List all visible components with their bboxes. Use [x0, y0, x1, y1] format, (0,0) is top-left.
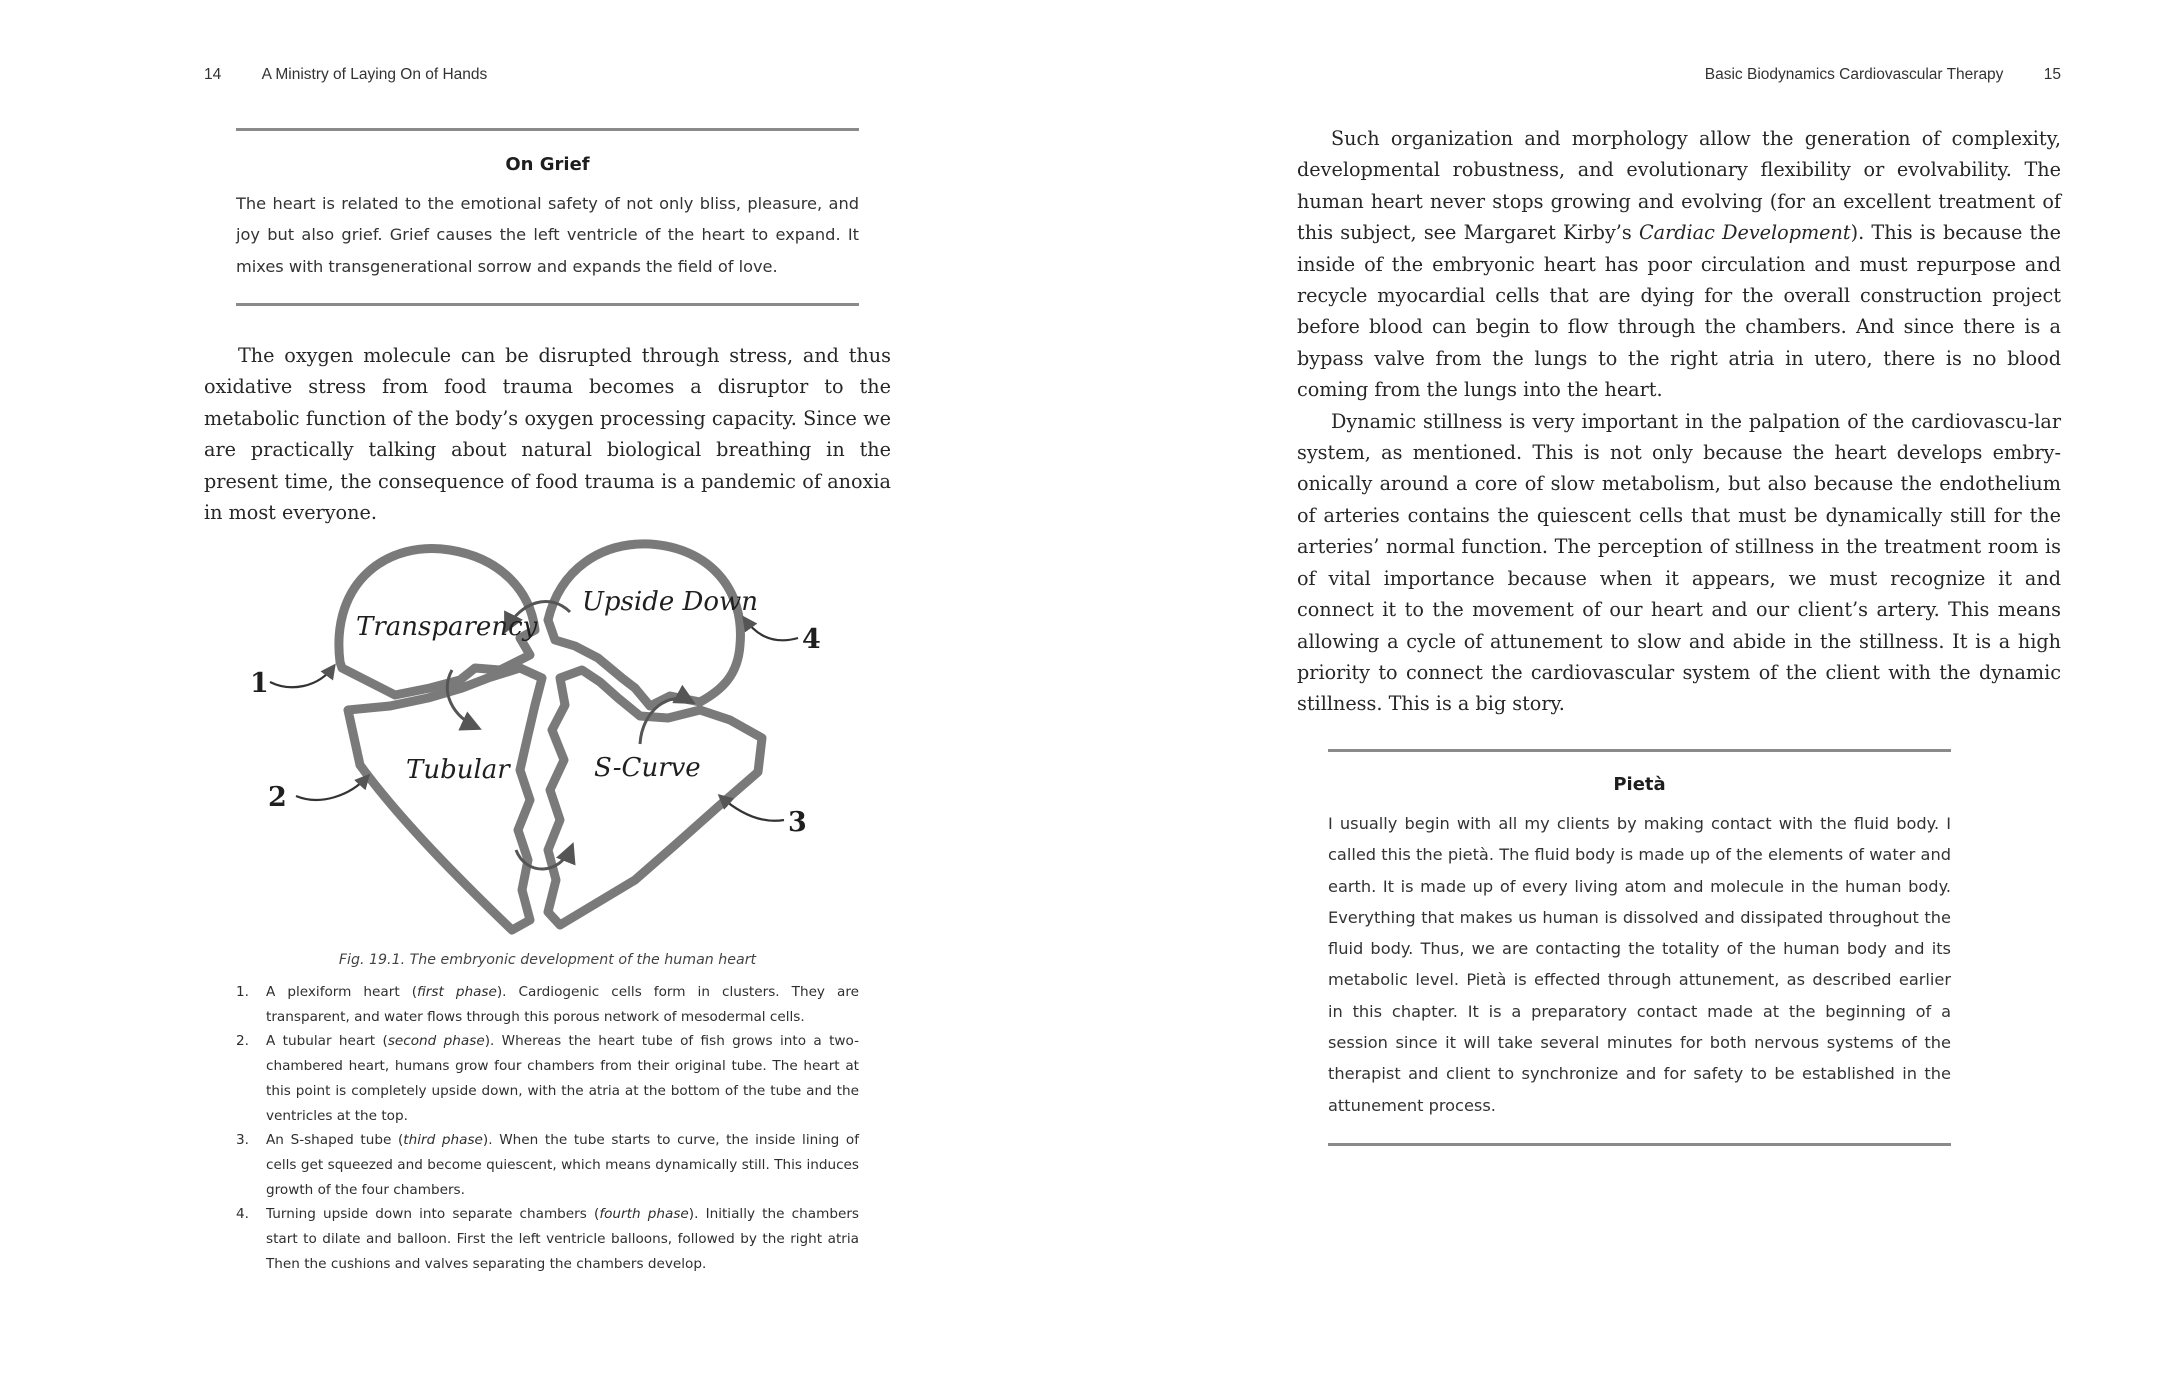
phase-number-1: 1 [250, 668, 269, 699]
figure-caption: Fig. 19.1. The embryonic development of the human heart [338, 952, 757, 968]
phase-number-4: 4 [802, 624, 821, 655]
label-upside-down: Upside Down [582, 587, 759, 617]
phase-number-2: 2 [268, 782, 287, 813]
left-running-header [204, 66, 487, 84]
note-item: 2. A tubular heart (second phase). Whereas the heart tube of fish grows into a two-chambered heart, humans grow four chambers from their original tube. The heart at this point is completely upside down, with the atria at the bottom of the tube and the ventricles at the top. [236, 1033, 859, 1124]
left-running-title: A Ministry of Laying On of Hands [261, 66, 488, 83]
oxygen-paragraph [204, 340, 891, 528]
pieta-bottom-rule [1328, 1143, 1951, 1146]
on-grief-body: The heart is related to the emotional safety of not only bliss, pleasure, and joy but also grief. Grief causes the left ventricle of the heart to expand. It mixes with transgenerational sorrow and expands the field of love. [236, 194, 859, 276]
label-transparency: Transparency [356, 612, 538, 642]
phase-number-3: 3 [788, 807, 807, 838]
right-page-number: 15 [2043, 66, 2061, 83]
organization-paragraph: Such organization and morphology allow the generation of complexity, developmental robustness, and evolutionary flexibility or evolvability. The human heart never stops growing and evolving (for an excellent treatment of this subject, see Margaret Kirby’s Cardiac Development). This is because the inside of the embryonic heart has poor circulation and must repurpose and recycle myocardial cells that are dying for the overall construction project before blood can begin to flow through the chambers. And since there is a bypass valve from the lungs to the right atria in utero, there is no blood coming from the lungs into the heart. [1297, 127, 2061, 402]
left-page-number: 14 [204, 66, 222, 83]
heart-figure [230, 520, 870, 950]
note-item: 4. Turning upside down into separate chambers (fourth phase). Initially the chambers start to dilate and balloon. First the left ventricle balloons, followed by the right atria Then the cushions and valves separating the chambers develop. [236, 1206, 859, 1272]
figure-notes [236, 980, 859, 1276]
on-grief-bottom-rule [236, 303, 859, 306]
left-page [0, 0, 1081, 1400]
label-s-curve: S-Curve [594, 753, 701, 783]
oxygen-paragraph-text: The oxygen molecule can be disrupted through stress, and thus oxidative stress from food trauma becomes a disruptor to the metabolic function of the body’s oxygen processing capacity. Since we are practically talking about natural biological breathing in the present time, the consequence of food trauma is a pandemic of anoxia in most everyone. [204, 344, 891, 525]
right-body-text [1297, 123, 2061, 720]
right-running-header [1705, 66, 2061, 84]
label-tubular: Tubular [406, 755, 510, 785]
on-grief-title: On Grief [505, 154, 590, 175]
on-grief-top-rule [236, 128, 859, 131]
stillness-paragraph: Dynamic stillness is very important in the palpation of the cardiovascu-lar system, as mentioned. This is not only because the heart develops embry-onically around a core of slow metabolism, but also because the endothelium of arteries contains the quiescent cells that must be dynamically still for the arteries’ normal function. The perception of stillness in the treatment room is of vital importance because when it appears, we must recognize it and connect it to the movement of our heart and our client’s artery. This means allowing a cycle of attunement to slow and abide in the stillness. It is a high priority to connect the cardiovascular system of the client with the dynamic stillness. This is a big story. [1297, 409, 2061, 716]
pieta-top-rule [1328, 749, 1951, 752]
pieta-title: Pietà [1613, 774, 1666, 795]
note-item: 3. An S-shaped tube (third phase). When the tube starts to curve, the inside lining of cells get squeezed and become quiescent, which means dynamically still. This induces growth of the four chambers. [236, 1132, 859, 1198]
right-running-title: Basic Biodynamics Cardiovascular Therapy [1704, 66, 2004, 83]
note-item: 1. A plexiform heart (first phase). Cardiogenic cells form in clusters. They are transparent, and water flows through this porous network of mesodermal cells. [236, 984, 859, 1025]
pieta-body: I usually begin with all my clients by making contact with the fluid body. I called this the pietà. The fluid body is made up of the elements of water and earth. It is made up of every living atom and molecule in the human body. Everything that makes us human is dissolved and dissipated throughout the fluid body. Thus, we are contacting the totality of the human body and its metabolic level. Pietà is effected through attunement, as described earlier in this chapter. It is a preparatory contact made at the beginning of a session since it will take several minutes for both nervous systems of the therapist and client to synchronize and for safety to be established in the attunement process. [1328, 814, 1951, 1115]
right-page [1082, 0, 2163, 1400]
